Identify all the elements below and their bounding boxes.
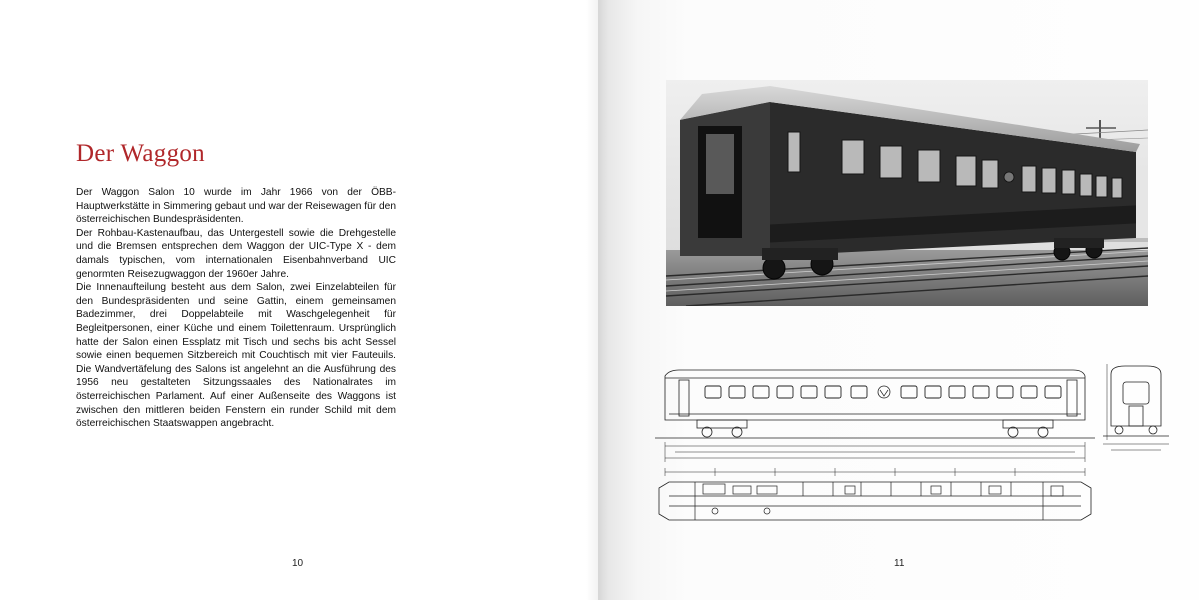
- page-title: Der Waggon: [76, 140, 205, 167]
- page-number-left: 10: [292, 558, 304, 569]
- technical-drawing-image: [655, 364, 1175, 526]
- paragraph: Der Rohbau-Kastenaufbau, das Untergestell sowie die Drehgestelle und die Bremsen entsprechen dem Waggon der UIC-Type X - dem damals typischen, vom internationalen Eisenbahnverband UIC genormten Reisezugwaggon der 1960er Jahre.: [76, 227, 396, 280]
- carriage-photo-image: [666, 80, 1148, 306]
- paragraph: Die Innenaufteilung besteht aus dem Salon, zwei Einzelabteilen für den Bundespräsidenten und seine Gattin, einem gemeinsamen Badezimmer, drei Doppelabteile mit Waschgelegenheit für Begleitpersonen, einer Küche und einem Toilettenraum. Ursprünglich hatte der Salon einen Essplatz mit Tisch und sechs bis acht Sessel sowie einen bequemen Sitzbereich mit Couchtisch mit vier Fauteuils. Die Wandvertäfelung des Salons ist angelehnt an die Ausführung des 1956 neu gestalteten Sitzungssaales des Nationalrates im österreichischen Parlament. Auf einer Außenseite des Waggons ist zwischen den mittleren beiden Fenstern ein runder Schild mit dem österreichischen Staatswappen angebracht.: [76, 282, 396, 430]
- left-page: [0, 0, 598, 600]
- paragraph: Der Waggon Salon 10 wurde im Jahr 1966 von der ÖBB-Hauptwerkstätte in Simmering gebaut und war der Reisewagen für den österreichischen Bundespräsidenten.: [76, 187, 396, 226]
- gutter-shadow: [586, 0, 598, 600]
- technical-drawing: [655, 364, 1175, 526]
- page-number-right: 11: [894, 558, 905, 569]
- body-text: [76, 186, 396, 431]
- carriage-photo: [666, 80, 1148, 306]
